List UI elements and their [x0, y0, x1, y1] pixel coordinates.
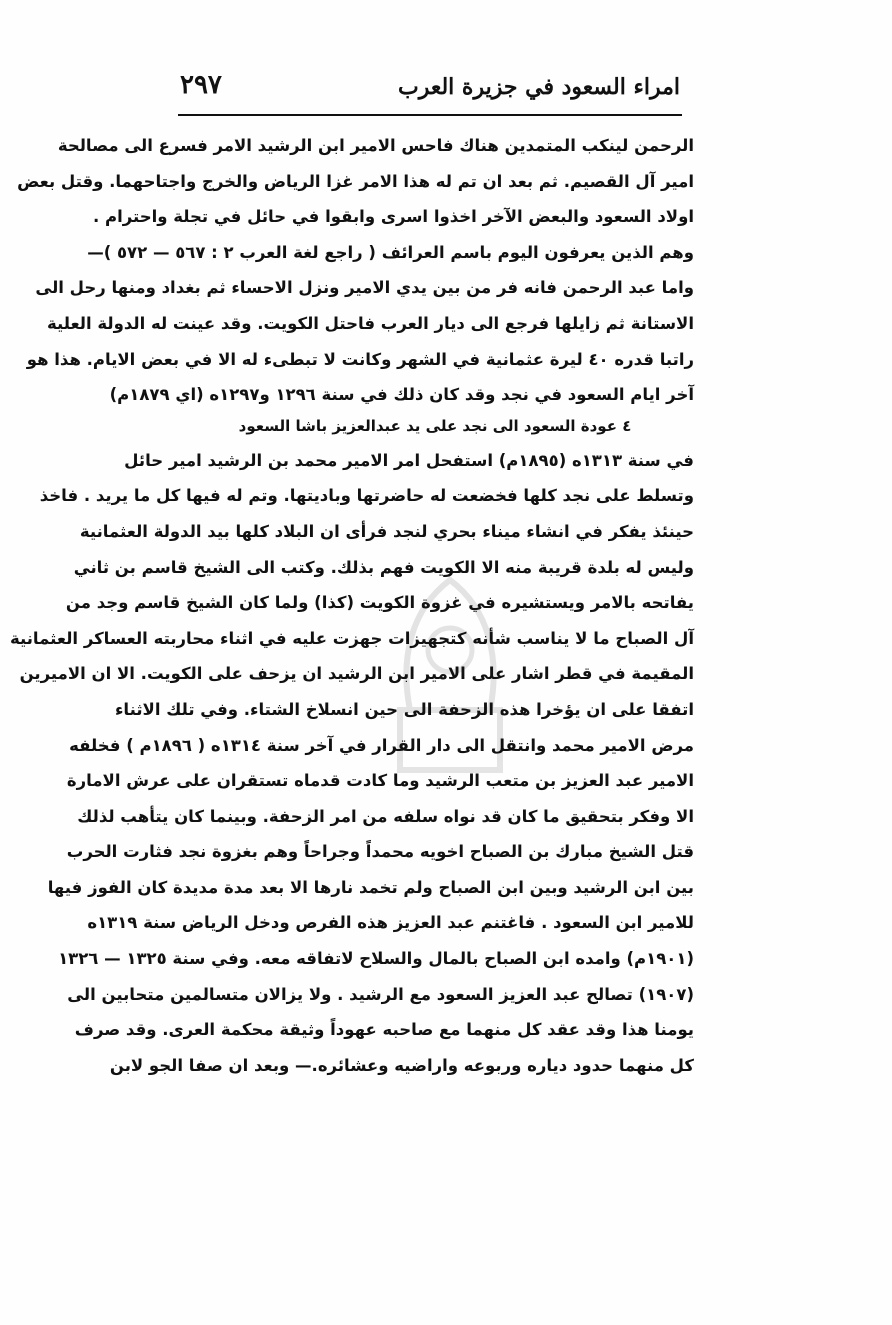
text-line: وليس له بلدة قريبة منه الا الكويت فهم بذلك. وكتب الى الشيخ قاسم بن ثاني: [73, 557, 694, 577]
text-line: المقيمة في قطر اشار على الامير ابن الرشيد ان يزحف على الكويت. الا ان الاميرين: [19, 664, 694, 684]
text-line: بين ابن الرشيد وبين ابن الصباح ولم تخمد نارها الا بعد مدة مديدة كان الفوز فيها: [47, 877, 694, 897]
text-line: (١٩٠١م) وامده ابن الصباح بالمال والسلاح لاتفاقه معه. وفي سنة ١٣٢٥ — ١٣٢٦: [58, 949, 694, 969]
text-line: الرحمن لينكب المتمدين هناك فاحس الامير ابن الرشيد الامر فسرع الى مصالحة: [57, 136, 694, 155]
text-line: الامير عبد العزيز بن متعب الرشيد وما كادت قدماه تستقران على عرش الامارة: [66, 771, 694, 791]
text-line: راتبا قدره ٤٠ ليرة عثمانية في الشهر وكانت لا تبطىء له الا في بعض الايام. هذا هو: [26, 349, 694, 369]
text-line: (١٩٠٧) تصالح عبد العزيز السعود مع الرشيد . ولا يزالان متسالمين متحابين الى: [67, 984, 694, 1004]
text-line: حينئذ يفكر في انشاء ميناء بحري لنجد فرأى ان البلاد كلها بيد الدولة العثمانية: [79, 521, 694, 541]
text-line: يومنا هذا وقد عقد كل منهما مع صاحبه عهوداً وثيقة محكمة العرى. وقد صرف: [74, 1020, 694, 1040]
text-line: وهم الذين يعرفون اليوم باسم العرائف ( راجع لغة العرب ٢ : ٥٦٧ — ٥٧٢ )—: [87, 242, 694, 262]
body-text: [9, 128, 694, 1083]
text-line: للامير ابن السعود . فاغتنم عبد العزيز هذه الفرص ودخل الرياض سنة ١٣١٩ه: [87, 913, 694, 933]
text-line: امير آل القصيم. ثم بعد ان تم له هذا الامر غزا الرياض والخرج واجتاحهما. وقتل بعض: [17, 171, 694, 191]
text-line: قتل الشيخ مبارك بن الصباح اخويه محمداً وجراحاً وهم بغزوة نجد فثارت الحرب: [66, 842, 694, 862]
page-number: ٢٩٧: [180, 70, 222, 100]
header-rule: [178, 114, 682, 116]
text-line: اولاد السعود والبعض الآخر اخذوا اسرى وابقوا في حائل في تجلة واحترام .: [92, 207, 694, 227]
text-line: آخر ايام السعود في نجد وقد كان ذلك في سنة ١٢٩٦ و١٢٩٧ه (اي ١٨٧٩م): [109, 385, 694, 405]
section-heading: ٤ عودة السعود الى نجد على يد عبدالعزيز باشا السعود: [238, 416, 632, 435]
text-line: في سنة ١٣١٣ه (١٨٩٥م) استفحل امر الامير محمد بن الرشيد امير حائل: [124, 450, 694, 470]
text-line: كل منهما حدود دياره وربوعه واراضيه وعشائره.— وبعد ان صفا الجو لابن: [109, 1055, 694, 1075]
text-line: وتسلط على نجد كلها فخضعت له حاضرتها وباديتها. وتم له فيها كل ما يريد . فاخذ: [39, 486, 694, 506]
text-line: اتفقا على ان يؤخرا هذه الزحفة الى حين انسلاخ الشتاء. وفي تلك الاثناء: [114, 699, 694, 719]
text-line: مرض الامير محمد وانتقل الى دار القرار في آخر سنة ١٣١٤ه ( ١٨٩٦م ) فخلفه: [69, 735, 694, 755]
text-line: آل الصباح ما لا يناسب شأنه كتجهيزات جهزت عليه في اثناء محاربته العساكر العثمانية: [9, 628, 694, 648]
running-title: امراء السعود في جزيرة العرب: [397, 74, 680, 100]
text-line: الاستانة ثم زايلها فرجع الى ديار العرب فاحتل الكويت. وقد عينت له الدولة العلية: [47, 313, 694, 333]
page-header: [180, 70, 680, 114]
text-line: الا وفكر بتحقيق ما كان قد نواه سلفه من امر الزحفة. وبينما كان يتأهب لذلك: [77, 806, 694, 826]
text-line: واما عبد الرحمن فانه فر من بين يدي الامير ونزل الاحساء ثم بغداد ومنها رحل الى: [35, 278, 694, 298]
text-line: يفاتحه بالامر ويستشيره في غزوة الكويت (كذا) ولما كان الشيخ قاسم وجد من: [65, 593, 694, 613]
